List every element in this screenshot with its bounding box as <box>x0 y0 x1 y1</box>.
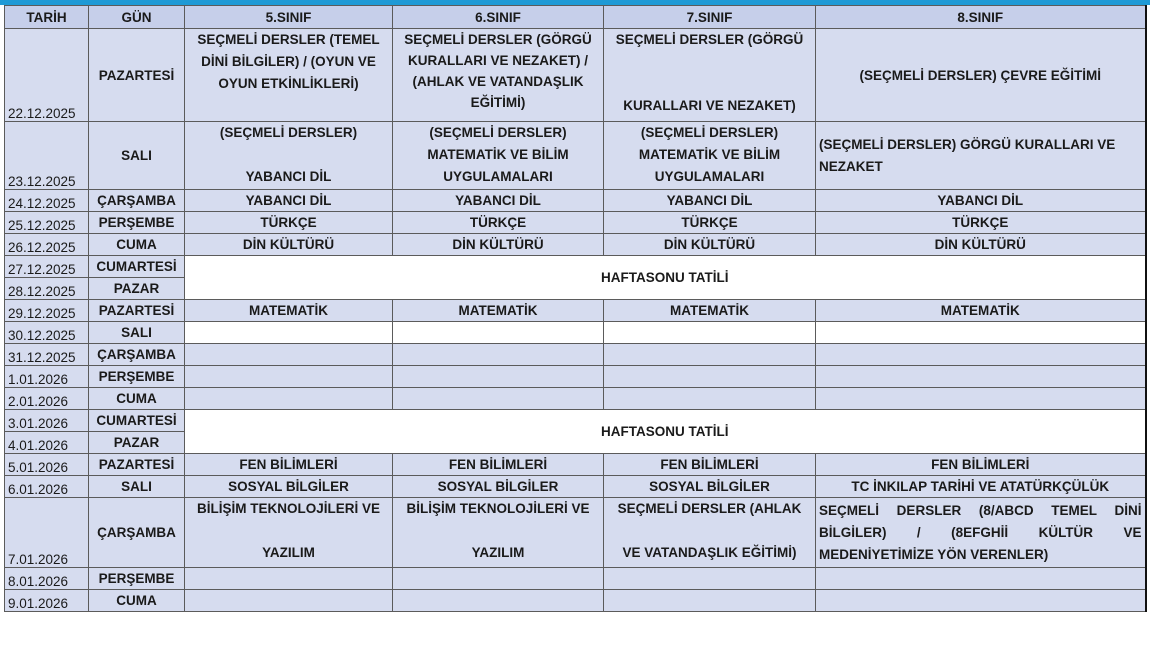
grade-7-cell: SOSYAL BİLGİLER <box>604 476 816 498</box>
header-grade-6: 6.SINIF <box>393 6 604 29</box>
grade-5-cell <box>185 29 393 122</box>
grade-7-cell: (SEÇMELİ DERSLER) MATEMATİK VE BİLİM UYGULAMALARI <box>604 122 816 190</box>
grade-6-cell: MATEMATİK <box>393 300 604 322</box>
grade-5-cell: SOSYAL BİLGİLER <box>185 476 393 498</box>
weekend-holiday-cell: HAFTASONU TATİLİ <box>185 410 1146 454</box>
cell-text: YAZILIM <box>262 545 315 560</box>
day-cell: SALI <box>89 476 185 498</box>
grade-8-cell: YABANCI DİL <box>816 190 1146 212</box>
date-cell: 23.12.2025 <box>5 122 89 190</box>
day-cell: SALI <box>89 322 185 344</box>
cell-text: YAZILIM <box>471 545 525 560</box>
date-cell: 7.01.2026 <box>5 498 89 568</box>
grade-5-cell: DİN KÜLTÜRÜ <box>185 234 393 256</box>
date-cell: 1.01.2026 <box>5 366 89 388</box>
date-cell: 28.12.2025 <box>5 278 89 300</box>
grade-6-cell: SOSYAL BİLGİLER <box>393 476 604 498</box>
grade-8-cell <box>816 344 1146 366</box>
grade-8-cell: TC İNKILAP TARİHİ VE ATATÜRKÇÜLÜK <box>816 476 1146 498</box>
grade-8-cell <box>816 388 1146 410</box>
grade-6-cell <box>393 590 604 612</box>
grade-5-cell: TÜRKÇE <box>185 212 393 234</box>
table-row <box>5 212 1146 234</box>
grade-6-cell <box>393 366 604 388</box>
date-cell: 6.01.2026 <box>5 476 89 498</box>
grade-8-cell: FEN BİLİMLERİ <box>816 454 1146 476</box>
grade-7-cell: YABANCI DİL <box>604 190 816 212</box>
table-row <box>5 410 1146 432</box>
grade-8-cell: DİN KÜLTÜRÜ <box>816 234 1146 256</box>
table-row <box>5 300 1146 322</box>
day-cell: CUMA <box>89 590 185 612</box>
cell-text: SEÇMELİ DERSLER (TEMEL DİNİ BİLGİLER) / (OYUN VE <box>197 32 380 69</box>
date-cell: 22.12.2025 <box>5 29 89 122</box>
grade-6-cell <box>393 568 604 590</box>
day-cell: CUMA <box>89 234 185 256</box>
grade-6-cell: SEÇMELİ DERSLER (GÖRGÜ KURALLARI VE NEZAKET) / (AHLAK VE VATANDAŞLIK EĞİTİMİ) <box>393 29 604 122</box>
grade-5-cell: FEN BİLİMLERİ <box>185 454 393 476</box>
table-row <box>5 122 1146 190</box>
date-cell: 27.12.2025 <box>5 256 89 278</box>
grade-7-cell: DİN KÜLTÜRÜ <box>604 234 816 256</box>
header-grade-5: 5.SINIF <box>185 6 393 29</box>
grade-7-cell <box>604 498 816 568</box>
header-grade-7: 7.SINIF <box>604 6 816 29</box>
date-cell: 4.01.2026 <box>5 432 89 454</box>
weekend-holiday-cell: HAFTASONU TATİLİ <box>185 256 1146 300</box>
cell-text: SEÇMELİ DERSLER (AHLAK <box>617 501 802 516</box>
cell-text: BİLİŞİM TEKNOLOJİLERİ VE <box>406 501 590 516</box>
grade-7-cell <box>604 568 816 590</box>
grade-7-cell: TÜRKÇE <box>604 212 816 234</box>
date-cell: 24.12.2025 <box>5 190 89 212</box>
table-row <box>5 388 1146 410</box>
cell-text: YABANCI DİL <box>245 169 332 184</box>
date-cell: 9.01.2026 <box>5 590 89 612</box>
grade-8-cell <box>816 590 1146 612</box>
grade-6-cell <box>393 388 604 410</box>
grade-5-cell <box>185 388 393 410</box>
table-row <box>5 190 1146 212</box>
date-cell: 3.01.2026 <box>5 410 89 432</box>
cell-text: VE VATANDAŞLIK EĞİTİMİ) <box>622 545 797 560</box>
date-cell: 31.12.2025 <box>5 344 89 366</box>
grade-5-cell <box>185 366 393 388</box>
table-row <box>5 568 1146 590</box>
day-cell: ÇARŞAMBA <box>89 344 185 366</box>
grade-5-cell <box>185 568 393 590</box>
table-row <box>5 498 1146 568</box>
table-row <box>5 29 1146 122</box>
grade-5-cell: YABANCI DİL <box>185 190 393 212</box>
grade-8-cell: (SEÇMELİ DERSLER) ÇEVRE EĞİTİMİ <box>816 29 1146 122</box>
day-cell: PAZAR <box>89 432 185 454</box>
grade-7-cell <box>604 344 816 366</box>
day-cell: CUMA <box>89 388 185 410</box>
grade-6-cell: TÜRKÇE <box>393 212 604 234</box>
grade-5-cell <box>185 498 393 568</box>
grade-8-cell: SEÇMELİ DERSLER (8/ABCD TEMEL DİNİ BİLGİLER) / (8EFGHİİ KÜLTÜR VE MEDENİYETİMİZE YÖN VERENLER) <box>816 498 1146 568</box>
grade-7-cell <box>604 590 816 612</box>
date-cell: 29.12.2025 <box>5 300 89 322</box>
date-cell: 25.12.2025 <box>5 212 89 234</box>
table-row <box>5 256 1146 278</box>
grade-8-cell <box>816 568 1146 590</box>
header-grade-8: 8.SINIF <box>816 6 1146 29</box>
exam-schedule-table <box>4 5 1147 612</box>
header-date: TARİH <box>5 6 89 29</box>
table-row <box>5 454 1146 476</box>
grade-6-cell: FEN BİLİMLERİ <box>393 454 604 476</box>
cell-text: OYUN ETKİNLİKLERİ) <box>218 76 359 91</box>
day-cell: CUMARTESİ <box>89 410 185 432</box>
cell-text: SEÇMELİ DERSLER (GÖRGÜ <box>615 32 804 47</box>
day-cell: CUMARTESİ <box>89 256 185 278</box>
cell-text: KURALLARI VE NEZAKET) <box>623 98 796 113</box>
date-cell: 5.01.2026 <box>5 454 89 476</box>
date-cell: 2.01.2026 <box>5 388 89 410</box>
table-row <box>5 590 1146 612</box>
date-cell: 30.12.2025 <box>5 322 89 344</box>
grade-5-cell <box>185 590 393 612</box>
grade-6-cell <box>393 322 604 344</box>
grade-7-cell <box>604 388 816 410</box>
grade-8-cell <box>816 366 1146 388</box>
table-row <box>5 476 1146 498</box>
grade-7-cell <box>604 29 816 122</box>
grade-5-cell: MATEMATİK <box>185 300 393 322</box>
grade-6-cell <box>393 344 604 366</box>
day-cell: PERŞEMBE <box>89 568 185 590</box>
day-cell: PAZARTESİ <box>89 29 185 122</box>
day-cell: PAZAR <box>89 278 185 300</box>
cell-text: (SEÇMELİ DERSLER) <box>219 125 358 140</box>
grade-7-cell <box>604 322 816 344</box>
grade-7-cell: FEN BİLİMLERİ <box>604 454 816 476</box>
grade-8-cell <box>816 322 1146 344</box>
day-cell: ÇARŞAMBA <box>89 190 185 212</box>
day-cell: SALI <box>89 122 185 190</box>
table-row <box>5 344 1146 366</box>
grade-7-cell: MATEMATİK <box>604 300 816 322</box>
grade-7-cell <box>604 366 816 388</box>
day-cell: PERŞEMBE <box>89 212 185 234</box>
grade-5-cell <box>185 322 393 344</box>
day-cell: ÇARŞAMBA <box>89 498 185 568</box>
table-row <box>5 322 1146 344</box>
grade-8-cell: TÜRKÇE <box>816 212 1146 234</box>
table-row <box>5 366 1146 388</box>
date-cell: 8.01.2026 <box>5 568 89 590</box>
grade-6-cell: YABANCI DİL <box>393 190 604 212</box>
grade-8-cell: (SEÇMELİ DERSLER) GÖRGÜ KURALLARI VE NEZAKET <box>816 122 1146 190</box>
cell-text: BİLİŞİM TEKNOLOJİLERİ VE <box>196 501 380 516</box>
grade-6-cell: DİN KÜLTÜRÜ <box>393 234 604 256</box>
grade-6-cell: (SEÇMELİ DERSLER) MATEMATİK VE BİLİM UYGULAMALARI <box>393 122 604 190</box>
header-day: GÜN <box>89 6 185 29</box>
grade-5-cell <box>185 344 393 366</box>
day-cell: PAZARTESİ <box>89 454 185 476</box>
grade-6-cell <box>393 498 604 568</box>
grade-5-cell <box>185 122 393 190</box>
day-cell: PAZARTESİ <box>89 300 185 322</box>
day-cell: PERŞEMBE <box>89 366 185 388</box>
table-row <box>5 234 1146 256</box>
grade-8-cell: MATEMATİK <box>816 300 1146 322</box>
date-cell: 26.12.2025 <box>5 234 89 256</box>
header-row <box>5 6 1146 29</box>
